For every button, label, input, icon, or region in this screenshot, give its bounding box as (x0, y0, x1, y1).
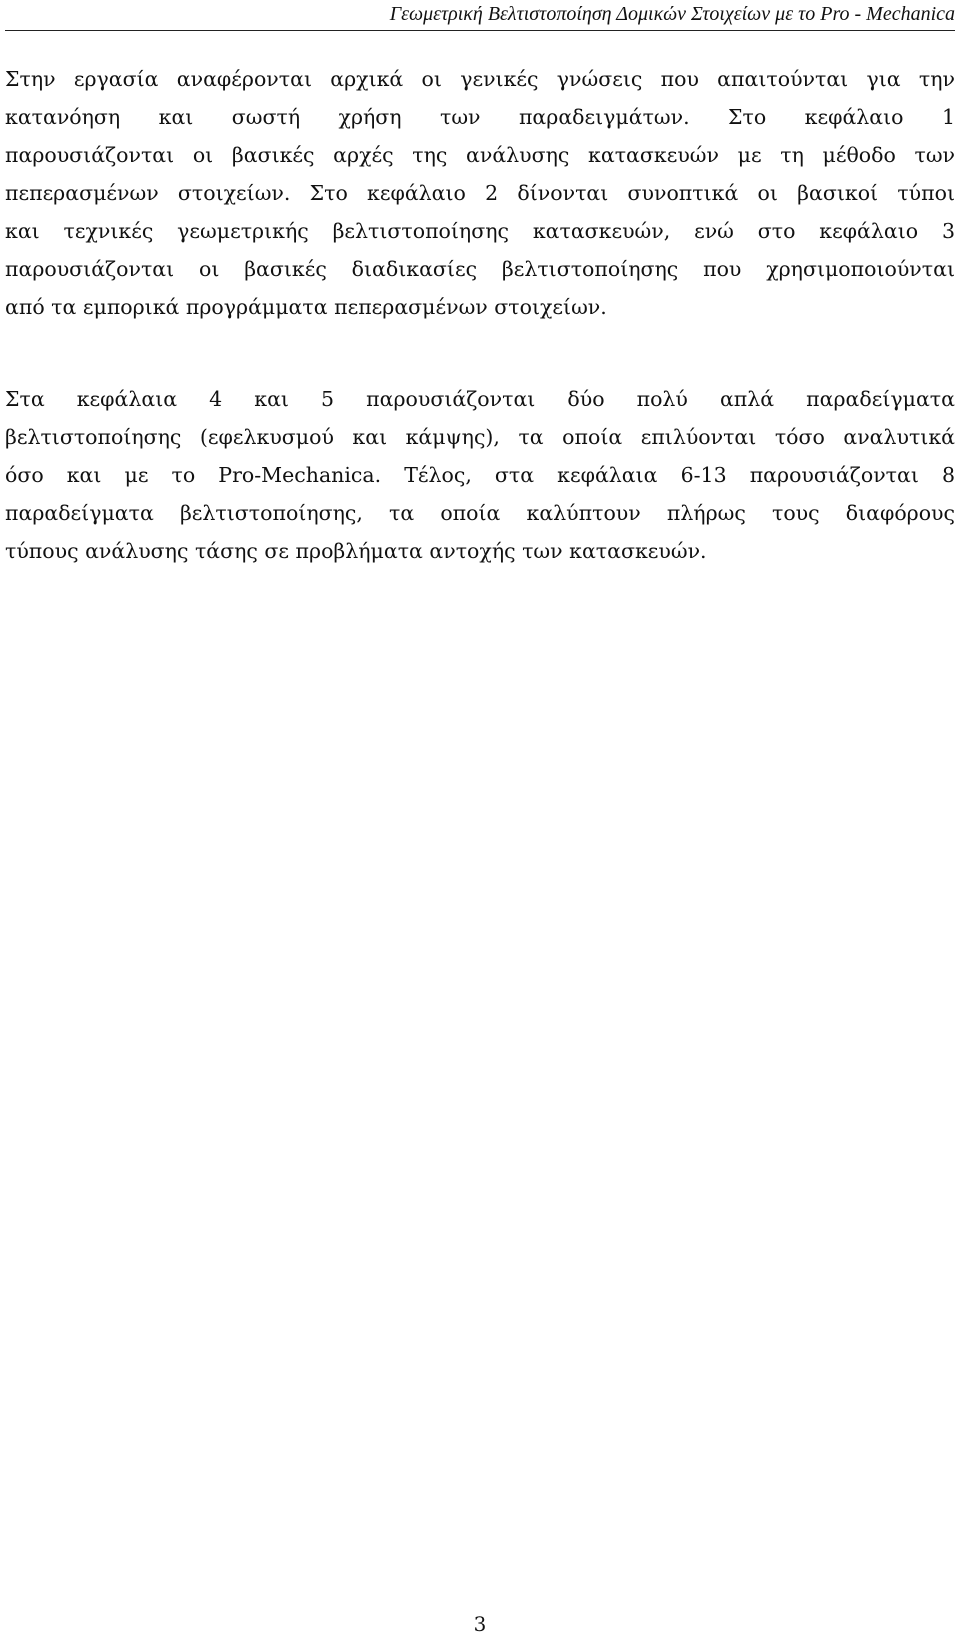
paragraph-line: όσο και με το Pro-Mechanica. Τέλος, στα κεφάλαια 6-13 παρουσιάζονται 8 (5, 463, 955, 487)
paragraph-line: παραδείγματα βελτιστοποίησης, τα οποία καλύπτουν πλήρως τους διαφόρους (5, 501, 955, 525)
paragraph-line: κατανόηση και σωστή χρήση των παραδειγμάτων. Στο κεφάλαιο 1 (5, 105, 955, 129)
header-divider (5, 30, 955, 31)
paragraph-line: παρουσιάζονται οι βασικές αρχές της ανάλυσης κατασκευών με τη μέθοδο των (5, 143, 955, 167)
paragraph-1 (5, 60, 955, 326)
paragraph-line: Στην εργασία αναφέρονται αρχικά οι γενικές γνώσεις που απαιτούνται για την (5, 67, 955, 91)
paragraph-2 (5, 380, 955, 570)
running-header-title: Γεωμετρική Βελτιστοποίηση Δομικών Στοιχείων με το Pro - Mechanica (389, 3, 955, 25)
paragraph-line: πεπερασμένων στοιχείων. Στο κεφάλαιο 2 δίνονται συνοπτικά οι βασικοί τύποι (5, 181, 955, 205)
paragraph-line: τύπους ανάλυσης τάσης σε προβλήματα αντοχής των κατασκευών. (5, 539, 707, 563)
paragraph-line: Στα κεφάλαια 4 και 5 παρουσιάζονται δύο πολύ απλά παραδείγματα (5, 387, 955, 411)
paragraph-line: βελτιστοποίησης (εφελκυσμού και κάμψης), τα οποία επιλύονται τόσο αναλυτικά (5, 425, 955, 449)
paragraph-line: παρουσιάζονται οι βασικές διαδικασίες βελτιστοποίησης που χρησιμοποιούνται (5, 257, 955, 281)
paragraph-line: και τεχνικές γεωμετρικής βελτιστοποίησης κατασκευών, ενώ στο κεφάλαιο 3 (5, 219, 955, 243)
page-number: 3 (473, 1612, 487, 1636)
paragraph-line: από τα εμπορικά προγράμματα πεπερασμένων στοιχείων. (5, 295, 607, 319)
